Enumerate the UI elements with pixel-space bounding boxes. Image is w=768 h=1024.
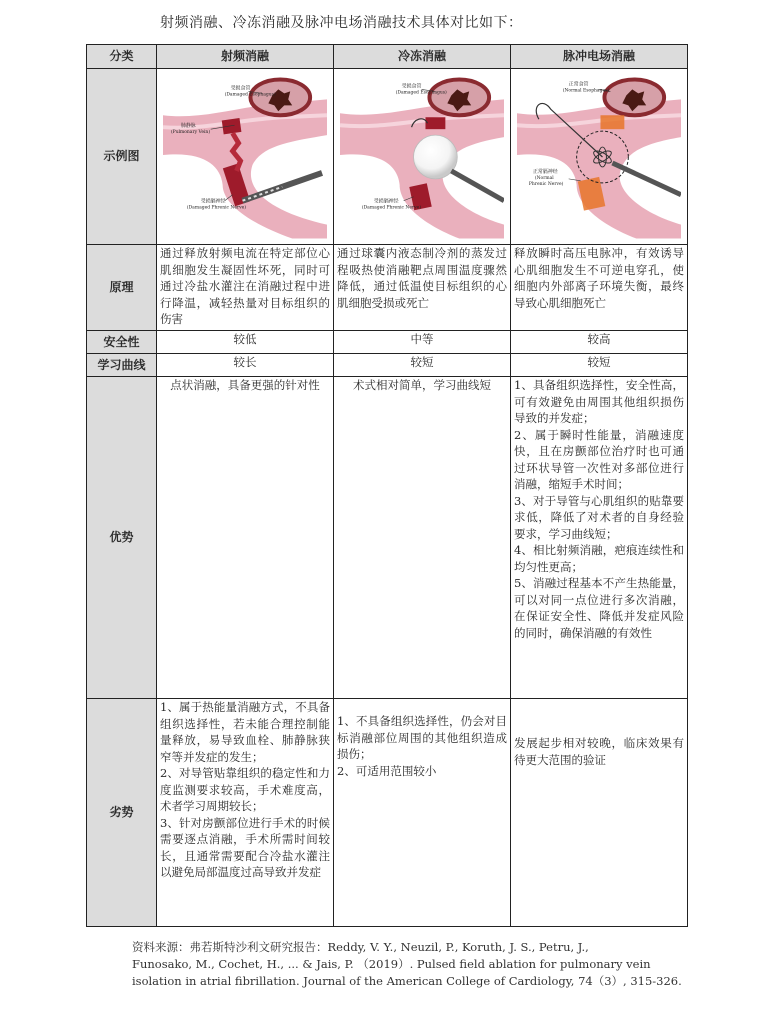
advantage-pfa-item: 4、相比射频消融，疤痕连续性和均匀性更高； bbox=[514, 543, 684, 574]
header-rf: 射频消融 bbox=[157, 45, 334, 69]
pfa-label-nerve-en2: Phrenic Nerve) bbox=[528, 181, 564, 187]
disadvantage-rf-item: 2、对导管贴靠组织的稳定性和力度监测要求较高，手术难度高，术者学习周期较长； bbox=[160, 766, 330, 813]
footnote-line-2: Funosako, M., Cochet, H., ... & Jais, P. （2019）. Pulsed field ablation for pulmonary vein bbox=[132, 957, 651, 971]
disadvantage-cryo-item: 2、可适用范围较小 bbox=[337, 763, 437, 778]
label-principle: 原理 bbox=[87, 245, 157, 331]
label-disadvantage: 劣势 bbox=[87, 699, 157, 927]
principle-pfa: 释放瞬时高压电脉冲，有效诱导心肌细胞发生不可逆电穿孔，使细胞内外部离子环境失衡，最终导致心肌细胞死亡 bbox=[511, 245, 688, 331]
rf-label-vein: 肺静脉 bbox=[180, 122, 196, 129]
disadvantage-cryo bbox=[334, 699, 511, 927]
header-pfa: 脉冲电场消融 bbox=[511, 45, 688, 69]
rf-label-nerve: 受损膈神经 bbox=[200, 198, 226, 205]
source-footnote bbox=[132, 939, 692, 990]
safety-row bbox=[87, 331, 688, 354]
advantage-pfa-item: 5、消融过程基本不产生热能量，可以对同一点位进行多次消融，在保证安全性、降低并发症风险的同时，确保消融的有效性 bbox=[514, 576, 684, 640]
label-advantage: 优势 bbox=[87, 377, 157, 699]
rf-illustration bbox=[163, 75, 327, 239]
safety-pfa: 较高 bbox=[511, 331, 688, 354]
label-learning: 学习曲线 bbox=[87, 354, 157, 377]
advantage-row bbox=[87, 377, 688, 699]
comparison-table bbox=[86, 44, 688, 927]
disadvantage-rf-item: 3、针对房颤部位进行手术的时候需要逐点消融，手术所需时间较长，且通常需要配合冷盐水灌注以避免局部温度过高导致并发症 bbox=[160, 815, 330, 879]
cryo-illustration-cell bbox=[334, 69, 511, 245]
advantage-rf: 点状消融，具备更强的针对性 bbox=[157, 377, 334, 699]
learning-pfa: 较短 bbox=[511, 354, 688, 377]
cryo-label-nerve-en: (Damaged Phrenic Nerve) bbox=[361, 205, 422, 211]
cryo-label-esophagus: 受损食管 bbox=[401, 82, 422, 89]
cryo-label-nerve: 受损膈神经 bbox=[373, 198, 399, 205]
header-cryo: 冷冻消融 bbox=[334, 45, 511, 69]
advantage-cryo: 术式相对简单，学习曲线短 bbox=[334, 377, 511, 699]
example-row bbox=[87, 69, 688, 245]
rf-label-esophagus: 受损食管 bbox=[230, 84, 251, 91]
pfa-illustration bbox=[517, 75, 681, 239]
cryo-label-esophagus-en: (Damaged Esophagus) bbox=[395, 89, 447, 95]
pfa-label-esophagus-en: (Normal Esophagus) bbox=[562, 87, 610, 93]
footnote-line-3: isolation in atrial fibrillation. Journal of the American College of Cardiology, 74（3）, 315-326. bbox=[132, 974, 682, 988]
header-category: 分类 bbox=[87, 45, 157, 69]
pfa-label-nerve-en: (Normal bbox=[534, 175, 554, 181]
learning-row bbox=[87, 354, 688, 377]
disadvantage-rf-item: 1、属于热能量消融方式，不具备组织选择性，若未能合理控制能量释放，易导致血栓、肺静脉狭窄等并发症的发生； bbox=[160, 700, 330, 764]
cryo-illustration bbox=[340, 75, 504, 239]
disadvantage-rf bbox=[157, 699, 334, 927]
label-example: 示例图 bbox=[87, 69, 157, 245]
disadvantage-pfa: 发展起步相对较晚，临床效果有待更大范围的验证 bbox=[511, 699, 688, 927]
safety-cryo: 中等 bbox=[334, 331, 511, 354]
page-heading: 射频消融、冷冻消融及脉冲电场消融技术具体对比如下： bbox=[160, 15, 523, 31]
pfa-label-nerve: 正常膈神经 bbox=[532, 168, 558, 175]
advantage-pfa bbox=[511, 377, 688, 699]
disadvantage-cryo-item: 1、不具备组织选择性，仍会对目标消融部位周围的其他组织造成损伤； bbox=[337, 714, 507, 761]
label-safety: 安全性 bbox=[87, 331, 157, 354]
rf-label-esophagus-en: (Damaged Esophagus) bbox=[224, 91, 276, 97]
pfa-label-esophagus: 正常食管 bbox=[568, 80, 589, 87]
disadvantage-row bbox=[87, 699, 688, 927]
principle-cryo: 通过球囊内液态制冷剂的蒸发过程吸热使消融靶点周围温度骤然降低，通过低温使目标组织的心肌细胞受损或死亡 bbox=[334, 245, 511, 331]
rf-label-vein-en: (Pulmonary Vein) bbox=[170, 129, 211, 135]
learning-rf: 较长 bbox=[157, 354, 334, 377]
advantage-pfa-item: 2、属于瞬时性能量，消融速度快，且在房颤部位治疗时也可通过环状导管一次性对多部位进行消融，缩短手术时间； bbox=[514, 427, 684, 491]
footnote-line-1: 资料来源：弗若斯特沙利文研究报告：Reddy, V. Y., Neuzil, P., Koruth, J. S., Petru, J., bbox=[132, 940, 589, 954]
principle-rf: 通过释放射频电流在特定部位心肌细胞发生凝固性坏死，同时可通过冷盐水灌注在消融过程中进行降温，减轻热量对目标组织的伤害 bbox=[157, 245, 334, 331]
advantage-pfa-item: 3、对于导管与心肌组织的贴靠要求低，降低了对术者的自身经验要求，学习曲线短； bbox=[514, 493, 684, 541]
learning-cryo: 较短 bbox=[334, 354, 511, 377]
advantage-pfa-item: 1、具备组织选择性，安全性高，可有效避免由周围其他组织损伤导致的并发症； bbox=[514, 378, 684, 425]
table-header-row bbox=[87, 45, 688, 69]
rf-illustration-cell bbox=[157, 69, 334, 245]
safety-rf: 较低 bbox=[157, 331, 334, 354]
pfa-illustration-cell bbox=[511, 69, 688, 245]
principle-row bbox=[87, 245, 688, 331]
rf-label-nerve-en: (Damaged Phrenic Nerve) bbox=[186, 205, 247, 211]
